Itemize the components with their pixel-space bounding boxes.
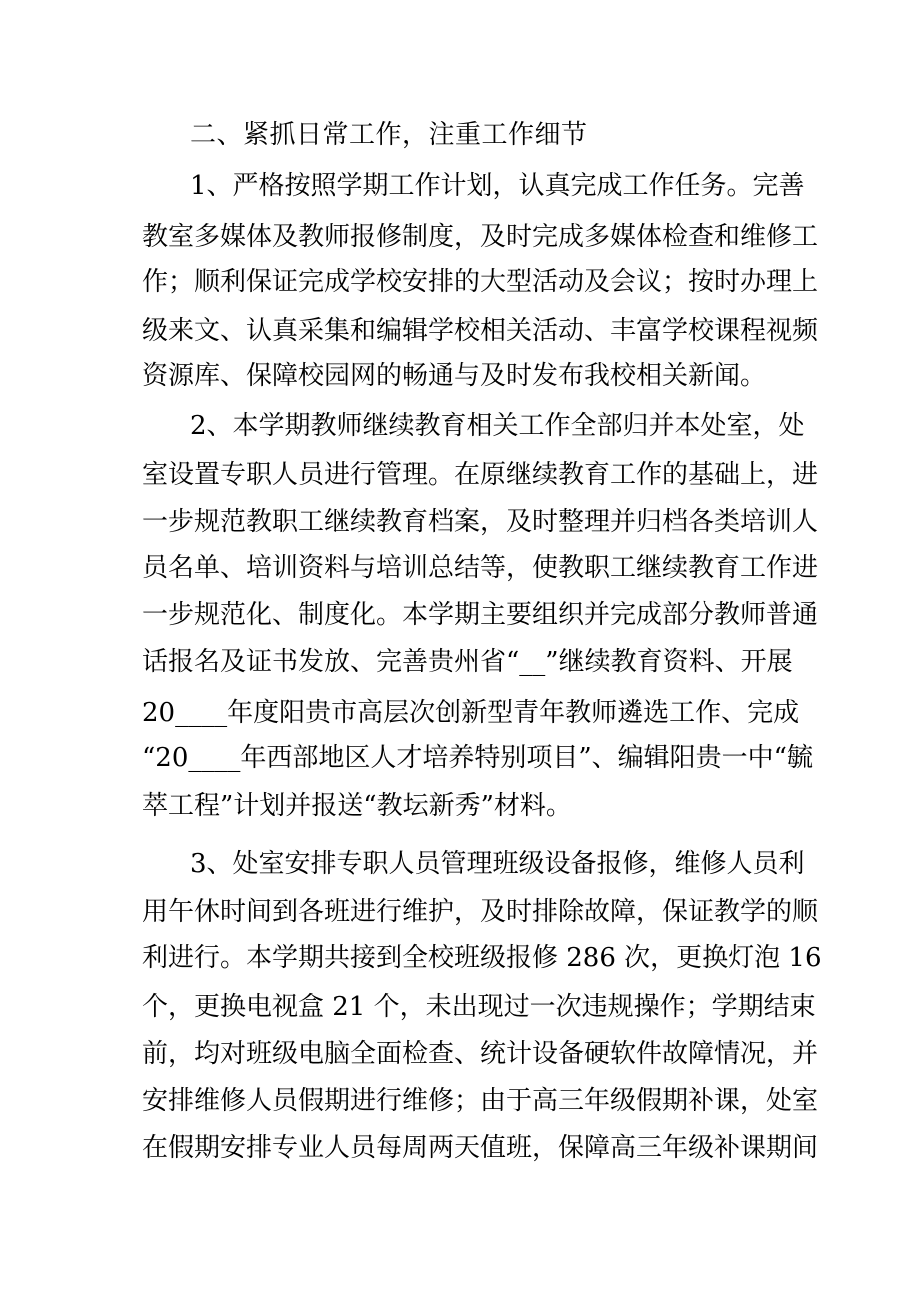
- line-text: 1、严格按照学期工作计划，认真完成工作任务。完善: [190, 171, 805, 201]
- line-text: 话报名及证书发放、完善贵州省“__”继续教育资料、开展: [142, 647, 793, 677]
- paragraph-line: [0, 591, 920, 639]
- paragraph-line: [0, 307, 920, 355]
- line-text: 教室多媒体及教师报修制度，及时完成多媒体检查和维修工: [142, 222, 819, 252]
- paragraph-line: [0, 1124, 920, 1172]
- paragraph-line: [0, 888, 920, 936]
- line-text: 作；顺利保证完成学校安排的大型活动及会议；按时办理上: [142, 267, 819, 297]
- line-text: “20____年西部地区人才培养特别项目”、编辑阳贵一中“毓: [142, 743, 813, 773]
- paragraph-line: [0, 213, 920, 261]
- paragraph-line: [0, 258, 920, 306]
- line-text: 3、处室安排专职人员管理班级设备报修，维修人员利: [190, 849, 805, 879]
- paragraph-line: [0, 402, 920, 450]
- line-text: 一步规范教职工继续教育档案，及时整理并归档各类培训人: [142, 507, 819, 537]
- line-text: 在假期安排专业人员每周两天值班，保障高三年级补课期间: [142, 1133, 819, 1163]
- paragraph-line: [0, 689, 920, 737]
- paragraph-line: [0, 544, 920, 592]
- paragraph-line: [0, 498, 920, 546]
- line-text: 个，更换电视盒 21 个，未出现过一次违规操作；学期结束: [142, 992, 816, 1022]
- line-text: 用午休时间到各班进行维护，及时排除故障，保证教学的顺: [142, 897, 819, 927]
- line-text: 员名单、培训资料与培训总结等，使教职工继续教育工作进: [142, 553, 819, 583]
- paragraph-line: [0, 162, 920, 210]
- line-text: 一步规范化、制度化。本学期主要组织并完成部分教师普通: [142, 600, 819, 630]
- section-heading: [0, 111, 920, 159]
- line-text: 20____年度阳贵市高层次创新型青年教师遴选工作、完成: [142, 698, 800, 728]
- paragraph-line: [0, 983, 920, 1031]
- paragraph-line: [0, 1030, 920, 1078]
- heading-text: 二、紧抓日常工作，注重工作细节: [190, 120, 588, 150]
- paragraph-line: [0, 782, 920, 830]
- line-text: 前，均对班级电脑全面检查、统计设备硬软件故障情况，并: [142, 1039, 819, 1069]
- paragraph-line: [0, 934, 920, 982]
- paragraph-line: [0, 352, 920, 400]
- paragraph-line: [0, 734, 920, 782]
- paragraph-line: [0, 451, 920, 499]
- line-text: 资源库、保障校园网的畅通与及时发布我校相关新闻。: [142, 361, 767, 391]
- line-text: 2、本学期教师继续教育相关工作全部归并本处室，处: [190, 411, 805, 441]
- line-text: 安排维修人员假期进行维修；由于高三年级假期补课，处室: [142, 1086, 819, 1116]
- paragraph-line: [0, 638, 920, 686]
- line-text: 室设置专职人员进行管理。在原继续教育工作的基础上，进: [142, 460, 819, 490]
- paragraph-line: [0, 840, 920, 888]
- line-text: 利进行。本学期共接到全校班级报修 286 次，更换灯泡 16: [142, 943, 822, 973]
- line-text: 级来文、认真采集和编辑学校相关活动、丰富学校课程视频: [142, 316, 819, 346]
- line-text: 萃工程”计划并报送“教坛新秀”材料。: [142, 791, 572, 821]
- paragraph-line: [0, 1077, 920, 1125]
